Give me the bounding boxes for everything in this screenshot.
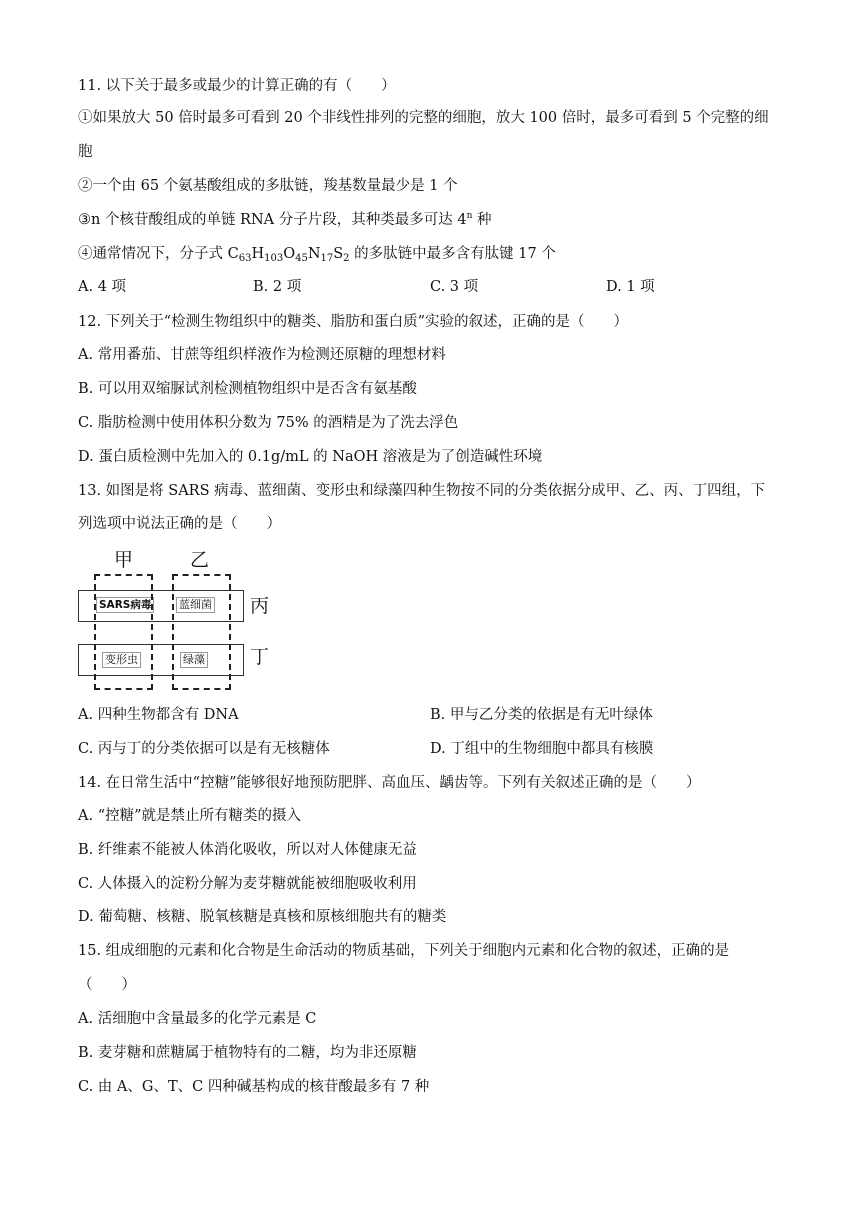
q13-option-a: A. 四种生物都含有 DNA [78, 707, 239, 723]
group-jia-label: 甲 [114, 549, 134, 571]
q11-option-b: B. 2 项 [253, 279, 302, 295]
q11-item-1: ①如果放大 50 倍时最多可看到 20 个非线性排列的完整的细胞，放大 100 倍时，最多可看到 5 个完整的细 [78, 110, 769, 126]
q11-item-2: ②一个由 65 个氨基酸组成的多肽链，羧基数量最少是 1 个 [78, 178, 458, 194]
amoeba-cell: 变形虫 [102, 652, 141, 668]
q12-option-c: C. 脂肪检测中使用体积分数为 75% 的酒精是为了洗去浮色 [78, 415, 459, 431]
q12-option-a: A. 常用番茄、甘蔗等组织样液作为检测还原糖的理想材料 [78, 347, 446, 363]
group-jia-box [94, 574, 153, 690]
cyanobacteria-cell: 蓝细菌 [176, 597, 215, 613]
q11-item-1-cont: 胞 [78, 144, 93, 160]
q15-option-b: B. 麦芽糖和蔗糖属于植物特有的二糖，均为非还原糖 [78, 1045, 417, 1061]
green-algae-cell: 绿藻 [180, 652, 208, 668]
q11-stem: 11. 以下关于最多或最少的计算正确的有（ ） [78, 78, 396, 94]
q12-stem: 12. 下列关于“检测生物组织中的糖类、脂肪和蛋白质”实验的叙述，正确的是（ ） [78, 314, 628, 330]
q14-option-a: A. “控糖”就是禁止所有糖类的摄入 [78, 808, 302, 824]
q11-item-3: ③n 个核苷酸组成的单链 RNA 分子片段，其种类最多可达 4$^n$ 种 [78, 211, 492, 228]
q13-option-c: C. 丙与丁的分类依据可以是有无核糖体 [78, 741, 330, 757]
q11-item-4: ④通常情况下，分子式 $C_{63}H_{103}O_{45}N_{17}S_2$ 的多肽链中最多含有肽键 17 个 [78, 246, 556, 264]
q12-option-b: B. 可以用双缩脲试剂检测植物组织中是否含有氨基酸 [78, 381, 417, 397]
q11-option-d: D. 1 项 [606, 279, 655, 295]
q11-item-3-exponent: n [466, 211, 473, 221]
q13-option-d: D. 丁组中的生物细胞中都具有核膜 [430, 741, 654, 757]
q14-stem: 14. 在日常生活中“控糖”能够很好地预防肥胖、高血压、龋齿等。下列有关叙述正确的是（ ） [78, 775, 701, 791]
sars-virus-cell: SARS病毒 [96, 597, 154, 613]
q15-stem-cont: （ ） [78, 977, 136, 993]
q12-option-d: D. 蛋白质检测中先加入的 0.1g/mL 的 NaOH 溶液是为了创造碱性环境 [78, 449, 543, 465]
group-ding-label: 丁 [250, 646, 270, 668]
q15-option-a: A. 活细胞中含量最多的化学元素是 C [78, 1011, 317, 1027]
q14-option-b: B. 纤维素不能被人体消化吸收，所以对人体健康无益 [78, 842, 417, 858]
q13-stem: 13. 如图是将 SARS 病毒、蓝细菌、变形虫和绿藻四种生物按不同的分类依据分成甲、乙、丙、丁四组，下 [78, 483, 766, 499]
q15-option-c: C. 由 A、G、T、C 四种碱基构成的核苷酸最多有 7 种 [78, 1079, 430, 1095]
q14-option-c: C. 人体摄入的淀粉分解为麦芽糖就能被细胞吸收利用 [78, 876, 417, 892]
group-yi-label: 乙 [190, 549, 210, 571]
q15-stem: 15. 组成细胞的元素和化合物是生命活动的物质基础，下列关于细胞内元素和化合物的叙述，正确的是 [78, 943, 730, 959]
group-bing-label: 丙 [250, 595, 270, 617]
group-yi-box [172, 574, 231, 690]
q11-option-a: A. 4 项 [78, 279, 127, 295]
q13-option-b: B. 甲与乙分类的依据是有无叶绿体 [430, 707, 653, 723]
q14-option-d: D. 葡萄糖、核糖、脱氧核糖是真核和原核细胞共有的糖类 [78, 909, 447, 925]
q13-stem-cont: 列选项中说法正确的是（ ） [78, 516, 281, 532]
classification-diagram [78, 548, 288, 690]
q11-option-c: C. 3 项 [430, 279, 479, 295]
